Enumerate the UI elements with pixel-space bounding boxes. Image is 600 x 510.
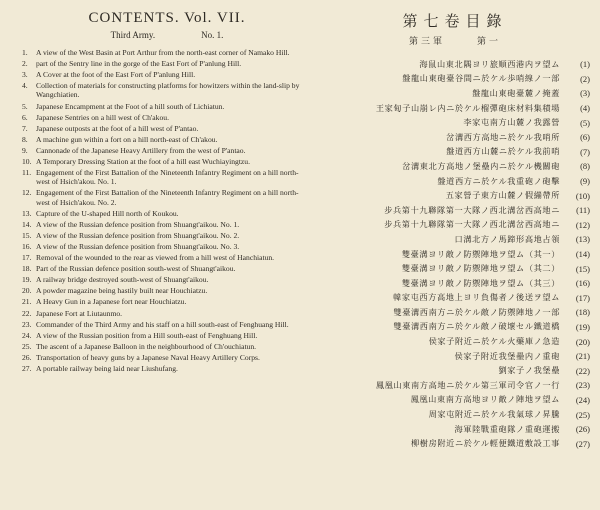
item-number: (13) [575,234,590,245]
item-number: (12) [575,219,590,230]
item-number: 26. [22,352,32,362]
item-caption: 雙臺溝ヨリ敵ノ防禦陣地ヲ望ム（其二） [401,263,560,274]
item-number: (20) [575,336,590,347]
item-number: 6. [22,112,28,122]
item-caption: 雙臺溝西南方ニ於ケル敵ノ破壞セル鐵道橋 [393,321,560,332]
item-number: 23. [22,319,32,329]
list-item [22,81,312,99]
list-item [320,130,590,145]
list-item [22,242,312,251]
item-caption: A portable railway being laid near Liushufang. [36,364,178,374]
list-item [22,220,312,229]
item-number: (25) [575,409,590,420]
list-item [320,349,590,364]
item-caption: 雙臺溝西南方ニ於ケル敵ノ防禦陣地ノ一部 [393,306,560,317]
list-item [320,174,590,189]
list-item [320,291,590,306]
list-item [320,407,590,422]
list-item [320,363,590,378]
item-caption: 步兵第十九聯隊第一大隊ノ西北溝岔西高地ニ [384,219,560,230]
item-number: (1) [580,59,590,70]
item-caption: 周家屯附近ニ於ケル我氣球ノ昇騰 [428,409,560,420]
item-number: (21) [575,351,590,362]
item-number: (3) [580,88,590,99]
item-number: (16) [575,278,590,289]
item-number: (4) [580,103,590,114]
item-number: (8) [580,161,590,172]
item-caption: Japanese Fort at Liutaunmo. [36,308,123,318]
list-item [320,305,590,320]
list-item [320,334,590,349]
item-number: (17) [575,292,590,303]
list-item [320,393,590,408]
army-label: Third Army. [110,30,156,40]
item-number: 27. [22,364,32,374]
item-number: (27) [575,438,590,449]
list-item [320,188,590,203]
item-caption: Part of the Russian defence position south-west of Shuangt'aikou. [36,264,236,274]
item-number: 9. [22,145,28,155]
list-item [320,203,590,218]
list-item [320,115,590,130]
item-number: 13. [22,208,32,218]
list-item [22,342,312,351]
item-number: 10. [22,157,32,167]
list-item [320,57,590,72]
item-number: 14. [22,219,32,229]
item-caption: 鳳凰山東南方高地ヨリ敵ノ陣地ヲ望ム [410,394,560,405]
item-number: 7. [22,123,28,133]
item-number: (10) [575,190,590,201]
list-item [320,276,590,291]
item-caption: 盤道西方ニ於ケル我重砲ノ砲擊 [437,175,560,186]
japanese-subtitle [320,34,590,47]
list-item [22,188,312,206]
item-number: 11. [22,168,32,178]
list-item [22,364,312,373]
item-number: 21. [22,297,32,307]
item-caption: 侯家子附近我堡壘内ノ重砲 [454,350,560,361]
item-number: (7) [580,146,590,157]
item-number: 18. [22,264,32,274]
item-number: (26) [575,424,590,435]
english-subtitle [22,30,312,40]
list-item [22,146,312,155]
item-number: (15) [575,263,590,274]
item-number: (5) [580,117,590,128]
item-caption: A Cover at the foot of the East Fort of P'anlung Hill. [36,70,196,80]
item-caption: 王家甸子山崩レ内ニ於ケル榴彈砲床材料集積場 [375,102,560,113]
english-list [22,48,312,373]
english-title: CONTENTS. Vol. VII. [88,10,246,26]
item-caption: A view of the West Basin at Port Arthur from the north-east corner of Namako Hill. [36,48,290,57]
item-caption: 雙臺溝ヨリ敵ノ防禦陣地ヲ望ム（其一） [401,248,560,259]
item-number: 3. [22,70,28,80]
item-caption: 柳樹房附近ニ於ケル輕便鐵道敷設工事 [411,438,560,449]
item-caption: 步兵第十九聯隊第一大隊ノ西北溝岔西高地ニ [384,204,560,215]
list-item [22,353,312,362]
item-caption: 鳳凰山東南方高地ニ於ケル第三軍司令官ノ一行 [375,379,560,390]
list-item [22,275,312,284]
item-caption: 盤龍山東砲臺麓ノ掩蓋 [472,87,560,98]
list-item [22,253,312,262]
japanese-army-label: 第三軍 [408,37,445,47]
item-caption: A view of the Russian defence position from Shuangt'aikou. No. 2. [36,230,240,240]
item-caption: 劉家子ノ我堡壘 [498,365,560,376]
item-number: (18) [575,307,590,318]
list-item [22,124,312,133]
item-caption: 韓家屯西方高地上ヨリ負傷者ノ後送ヲ望ム [393,292,560,303]
item-number: 22. [22,308,32,318]
list-item [22,209,312,218]
list-item [22,286,312,295]
item-number: 15. [22,230,32,240]
item-number: 17. [22,253,32,263]
item-caption: 雙臺溝ヨリ敵ノ防禦陣地ヲ望ム（其三） [401,277,560,288]
list-item [22,264,312,273]
item-caption: Engagement of the First Battalion of the Nineteenth Infantry Regiment on a hill north-west of Hsich'akou. No. 2. [36,188,299,207]
item-caption: Transportation of heavy guns by a Japanese Naval Heavy Artillery Corps. [36,352,260,362]
list-item [320,72,590,87]
list-item [22,70,312,79]
list-item [320,436,590,451]
list-item [320,247,590,262]
japanese-number-label: 第一 [477,37,502,47]
japanese-list [320,57,590,451]
list-item [22,135,312,144]
list-item [22,297,312,306]
item-number: 1. [22,48,28,57]
list-item [22,331,312,340]
list-item [22,168,312,186]
item-caption: Collection of materials for constructing platforms for howitzers within the land-slip by Wangchiatien. [36,81,300,100]
list-item [22,102,312,111]
item-number: 20. [22,286,32,296]
item-number: (6) [580,132,590,143]
item-number: 19. [22,275,32,285]
item-caption: Cannonade of the Japanese Heavy Artillery from the west of P'antao. [36,145,246,155]
item-caption: 盤龍山東砲臺谷間ニ於ケル歩哨線ノ一部 [402,73,560,84]
list-item [320,378,590,393]
item-caption: 岔溝西方高地ニ於ケル我哨所 [446,131,560,142]
item-caption: A view of the Russian defence position from Shuangt'aikou. No. 3. [36,242,240,252]
item-number: (19) [575,321,590,332]
japanese-contents [320,8,590,451]
item-caption: A Temporary Dressing Station at the foot of a hill east Wuchiayingtzu. [36,157,250,167]
item-caption: 侯家子附近ニ於ケル火藥庫ノ急造 [428,336,560,347]
japanese-title: 第七卷目錄 [402,12,508,30]
item-caption: 海鼠山東北隅ヨリ旅順西港内ヲ望ム [419,58,560,69]
item-caption: 五家營子東方山麓ノ假繃帶所 [445,190,560,201]
item-number: 4. [22,81,28,91]
item-caption: Japanese outposts at the foot of a hill west of P'antao. [36,123,199,133]
item-caption: 海軍陸戰重砲隊ノ重砲運搬 [454,423,560,434]
list-item [22,309,312,318]
list-item [22,320,312,329]
item-caption: Engagement of the First Battalion of the Nineteenth Infantry Regiment on a hill north-west of Hsich'akou. No. 1. [36,168,299,187]
item-number: 25. [22,341,32,351]
list-item [320,422,590,437]
list-item [320,232,590,247]
item-caption: Japanese Sentries on a hill west of Ch'akou. [36,112,169,122]
item-caption: 李家屯南方山麓ノ我露營 [463,117,560,128]
item-number: 16. [22,242,32,252]
item-caption: A view of the Russian defence position from Shuangt'aikou. No. 1. [36,219,240,229]
list-item [22,59,312,68]
list-item [320,145,590,160]
list-item [320,218,590,233]
item-caption: 口溝北方ノ馬蹄形高地占領 [454,233,560,244]
item-caption: Capture of the U-shaped Hill north of Koukou. [36,208,179,218]
list-item [320,320,590,335]
item-caption: The ascent of a Japanese Balloon in the neighbourhood of Ch'ouchiatun. [36,341,257,351]
item-number: (2) [580,73,590,84]
number-label: No. 1. [201,30,224,40]
item-caption: part of the Sentry line in the gorge of the East Fort of P'anlung Hill. [36,59,242,69]
item-caption: 盤道西方山麓ニ於ケル我前哨 [446,146,560,157]
item-caption: A railway bridge destroyed south-west of Shuangt'aikou. [36,275,209,285]
item-number: (9) [580,176,590,187]
item-number: 5. [22,101,28,111]
list-item [320,261,590,276]
item-number: 12. [22,188,32,198]
item-number: (22) [575,365,590,376]
list-item [320,159,590,174]
item-caption: A powder magazine being hastily built near Houchiatzu. [36,286,208,296]
item-number: 2. [22,59,28,69]
item-caption: Japanese Encampment at the Foot of a hill south of Lichiatun. [36,101,225,111]
item-caption: Commander of the Third Army and his staff on a hill south-east of Fenghuang Hill. [36,319,289,329]
item-number: (14) [575,249,590,260]
item-caption: A machine gun within a fort on a hill north-east of Ch'akou. [36,134,218,144]
item-number: 24. [22,330,32,340]
item-number: 8. [22,134,28,144]
item-number: (23) [575,380,590,391]
list-item [320,101,590,116]
english-contents [22,8,312,375]
item-number: (11) [576,205,590,216]
item-caption: Removal of the wounded to the rear as viewed from a hill west of Hanchiatun. [36,253,275,263]
list-item [22,157,312,166]
list-item [22,48,312,57]
list-item [22,231,312,240]
list-item [22,113,312,122]
item-number: (24) [575,394,590,405]
item-caption: A Heavy Gun in a Japanese fort near Houchiatzu. [36,297,187,307]
list-item [320,86,590,101]
item-caption: 岔溝東北方高地ノ堡壘内ニ於ケル機關砲 [402,160,560,171]
item-caption: A view of the Russian position from a Hill south-east of Fenghuang Hill. [36,330,258,340]
